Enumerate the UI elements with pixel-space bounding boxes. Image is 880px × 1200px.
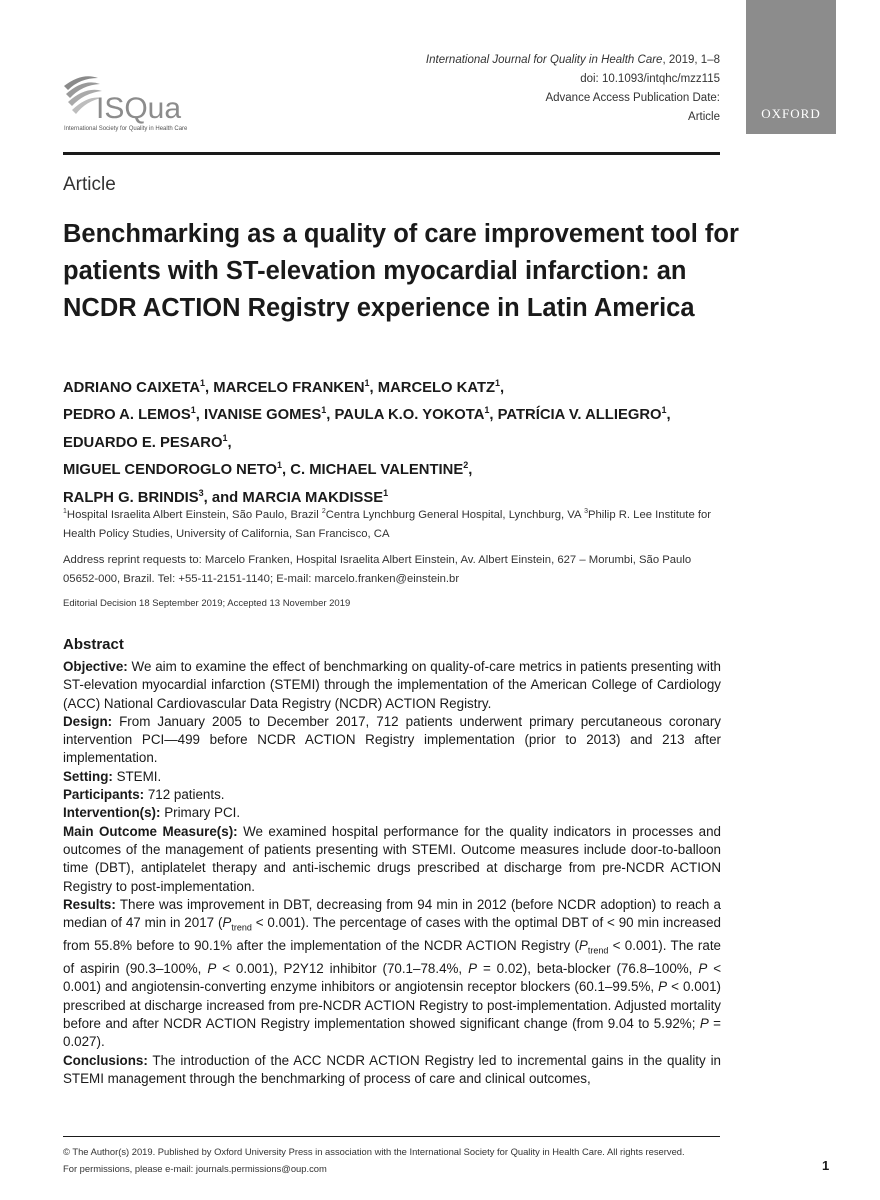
footer xyxy=(63,1143,685,1177)
isqua-logo xyxy=(62,72,212,142)
journal-citation: , 2019, 1–8 xyxy=(662,54,720,66)
page-number: 1 xyxy=(822,1158,830,1173)
journal-name: International Journal for Quality in Health Care xyxy=(425,54,663,66)
abstract-intervention: Intervention(s): Primary PCI. xyxy=(63,805,241,821)
copyright-notice: © The Author(s) 2019. Published by Oxford University Press in association with the International Society for Quality in Health Care. All rights reserved. xyxy=(63,1146,685,1157)
advance-access: Advance Access Publication Date: xyxy=(545,92,720,104)
isqua-wing-icon xyxy=(62,72,212,126)
footer-rule xyxy=(63,1136,720,1137)
affiliation: Hospital Israelita Albert Einstein, São Paulo, Brazil xyxy=(66,508,322,521)
author: MARCIA MAKDISSE xyxy=(242,489,384,506)
abstract-outcome: Main Outcome Measure(s): We examined hospital performance for the quality indicators in processes and outcomes of the management of patients presenting with STEMI. Outcome measures include door-to-balloon time (DBT), antiplatelet therapy and anti-ischemic drugs prescribed at discharge from pre-NCDR ACTION Registry to post-implementation. xyxy=(63,823,721,894)
author: PEDRO A. LEMOS xyxy=(63,407,191,424)
author: PAULA K.O. YOKOTA xyxy=(334,407,485,424)
abstract-objective: Objective: We aim to examine the effect of benchmarking on quality-of-care metrics in patients presenting with ST-elevation myocardial infarction (STEMI) through the implementation of the American College of Cardiology (ACC) National Cardiovascular Data Registry (NCDR) ACTION Registry. xyxy=(63,659,721,711)
article-type: Article xyxy=(688,111,720,123)
abstract-design: Design: From January 2005 to December 2017, 712 patients underwent primary percutaneous coronary intervention PCI—499 before NCDR ACTION Registry implementation (prior to 2013) and 213 after implementation. xyxy=(63,713,721,766)
author: MIGUEL CENDOROGLO NETO xyxy=(63,462,278,479)
author: PATRÍCIA V. ALLIEGRO xyxy=(497,407,662,424)
abstract-conclusions: Conclusions: The introduction of the ACC NCDR ACTION Registry led to incremental gains in the quality in STEMI management through the benchmarking of process of care and clinical outcomes, xyxy=(63,1052,721,1086)
permissions-notice[interactable]: For permissions, please e-mail: journals.permissions@oup.com xyxy=(63,1163,327,1174)
author: MARCELO FRANKEN xyxy=(213,379,365,396)
abstract-results: Results: There was improvement in DBT, decreasing from 94 min in 2012 (before NCDR adoption) to reach a median of 47 min in 2017 $(P_{trend} < 0.001)$. The percentage of cases with the optimal DBT of < 90 min increased from 55.8% before to 90.1% after the implementation of the NCDR ACTION Registry $(P_{trend} < 0.001)$. The rate of aspirin (90.3–100%, P < 0.001), P2Y12 inhibitor (70.1–78.4%, P = 0.02), beta-blocker (76.8–100%, P < 0.001) and angiotensin-converting enzyme inhibitors or angiotensin receptor blockers (60.1–99.5%, P < 0.001) prescribed at discharge increased from pre-NCDR ACTION Registry to post-implementation. Adjusted mortality before and after NCDR ACTION Registry implementation showed significant change (from 9.04 to 5.92%; P = 0.027). xyxy=(63,896,722,1050)
header-rule xyxy=(63,152,720,155)
affiliations: $^1$Hospital Israelita Albert Einstein, São Paulo, Brazil $^2$Centra Lynchburg General Hospital, Lynchburg, VA $^3$Philip R. Lee Institute for Health Policy Studies, University of California, San Francisco, CA xyxy=(63,508,712,540)
oxford-badge xyxy=(746,0,836,134)
author: C. MICHAEL VALENTINE xyxy=(290,462,464,479)
author: EDUARDO E. PESARO xyxy=(63,434,223,451)
logo-subtitle: International Society for Quality in Health Care xyxy=(64,126,188,132)
journal-info xyxy=(426,51,720,127)
publisher-name: OXFORD xyxy=(761,106,821,121)
logo-text: ISQua xyxy=(96,92,182,125)
paper-title: Benchmarking as a quality of care improvement tool for patients with ST-elevation myocardial infarction: an NCDR ACTION Registry experience in Latin America xyxy=(63,220,739,322)
abstract-body xyxy=(63,658,721,1088)
author: RALPH G. BRINDIS xyxy=(63,489,199,506)
abstract-setting: Setting: STEMI. xyxy=(63,768,162,784)
abstract-participants: Participants: 712 patients. xyxy=(63,787,225,803)
affiliation: Philip R. Lee Institute for Health Policy Studies, University of California, San Francisco, CA xyxy=(63,508,712,540)
reprint-request: Address reprint requests to: Marcelo Franken, Hospital Israelita Albert Einstein, Av. Albert Einstein, 627 – Morumbi, São Paulo 05652-000, Brazil. Tel: +55-11-2151-1140; E-mail: marcelo.franken@einstein.br xyxy=(63,554,692,585)
article-label: Article xyxy=(63,174,116,195)
author-list: ADRIANO CAIXETA$^1$, MARCELO FRANKEN$^1$, MARCELO KATZ$^1$, PEDRO A. LEMOS$^1$, IVANISE GOMES$^1$, PAULA K.O. YOKOTA$^1$, PATRÍCIA V. ALLIEGRO$^1$, EDUARDO E. PESARO$^1$, MIGUEL CENDOROGLO NETO$^1$, C. MICHAEL VALENTINE$^2$, RALPH G. BRINDIS$^3$, and MARCIA MAKDISSE$^1$ xyxy=(63,378,671,506)
author: ADRIANO CAIXETA xyxy=(63,379,201,396)
affiliation: Centra Lynchburg General Hospital, Lynchburg, VA xyxy=(325,508,585,521)
editorial-dates: Editorial Decision 18 September 2019; Accepted 13 November 2019 xyxy=(63,598,351,609)
abstract-heading: Abstract xyxy=(63,636,124,653)
author: MARCELO KATZ xyxy=(377,379,496,396)
author: IVANISE GOMES xyxy=(203,407,322,424)
doi[interactable]: doi: 10.1093/intqhc/mzz115 xyxy=(580,73,720,85)
